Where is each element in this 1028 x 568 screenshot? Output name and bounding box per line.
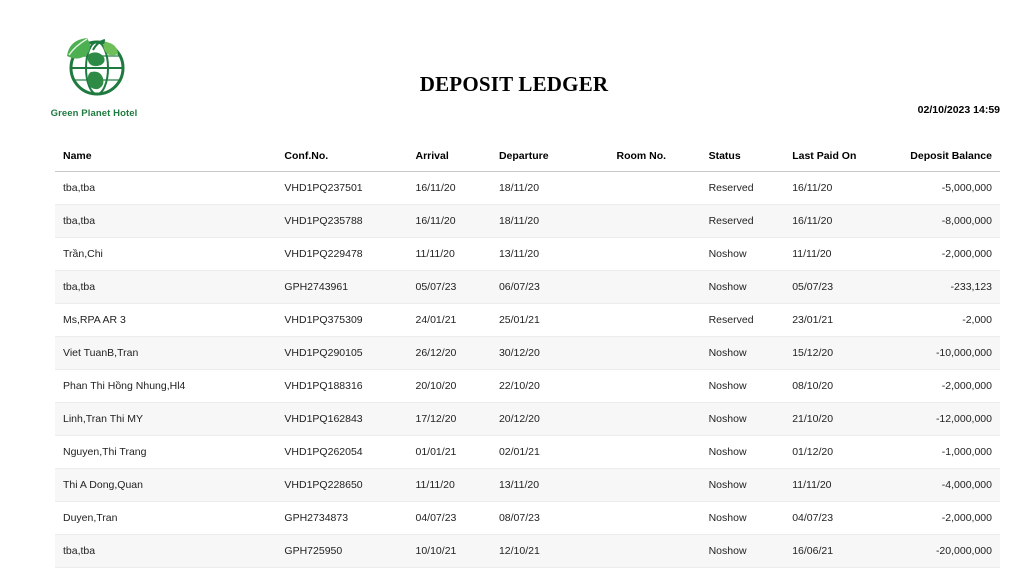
- cell-last-paid-on: 15/12/20: [792, 337, 910, 370]
- cell-deposit-balance: -2,000: [910, 304, 1000, 337]
- table-row[interactable]: [55, 535, 1000, 568]
- cell-name: Trần,Chi: [55, 238, 284, 271]
- cell-departure: 22/10/20: [499, 370, 617, 403]
- cell-departure: 08/07/23: [499, 502, 617, 535]
- column-header-room-no: Room No.: [616, 150, 708, 172]
- cell-last-paid-on: 16/11/20: [792, 205, 910, 238]
- cell-arrival: 05/07/23: [416, 271, 499, 304]
- cell-last-paid-on: 16/11/20: [792, 172, 910, 205]
- cell-departure: 13/11/20: [499, 238, 617, 271]
- cell-arrival: 04/07/23: [416, 502, 499, 535]
- cell-room-no: [616, 271, 708, 304]
- column-header-status: Status: [709, 150, 793, 172]
- cell-last-paid-on: 11/11/20: [792, 469, 910, 502]
- cell-conf-no: VHD1PQ235788: [284, 205, 415, 238]
- cell-status: Noshow: [709, 469, 793, 502]
- table-row[interactable]: [55, 304, 1000, 337]
- cell-arrival: 16/11/20: [416, 172, 499, 205]
- cell-conf-no: VHD1PQ375309: [284, 304, 415, 337]
- cell-name: Nguyen,Thi Trang: [55, 436, 284, 469]
- cell-deposit-balance: -20,000,000: [910, 535, 1000, 568]
- cell-deposit-balance: -4,000,000: [910, 469, 1000, 502]
- cell-departure: 20/12/20: [499, 403, 617, 436]
- cell-room-no: [616, 469, 708, 502]
- cell-arrival: 16/11/20: [416, 205, 499, 238]
- table-row[interactable]: [55, 502, 1000, 535]
- cell-conf-no: GPH2734873: [284, 502, 415, 535]
- cell-status: Noshow: [709, 535, 793, 568]
- table-row[interactable]: [55, 370, 1000, 403]
- cell-name: tba,tba: [55, 271, 284, 304]
- cell-name: tba,tba: [55, 535, 284, 568]
- cell-deposit-balance: -1,000,000: [910, 436, 1000, 469]
- deposit-ledger-table: [55, 150, 1000, 568]
- cell-conf-no: VHD1PQ228650: [284, 469, 415, 502]
- cell-status: Reserved: [709, 172, 793, 205]
- cell-departure: 12/10/21: [499, 535, 617, 568]
- cell-conf-no: VHD1PQ290105: [284, 337, 415, 370]
- cell-status: Noshow: [709, 403, 793, 436]
- cell-last-paid-on: 04/07/23: [792, 502, 910, 535]
- cell-conf-no: VHD1PQ229478: [284, 238, 415, 271]
- table-row[interactable]: [55, 271, 1000, 304]
- brand-name: Green Planet Hotel: [50, 108, 138, 119]
- table-header: [55, 150, 1000, 172]
- cell-name: tba,tba: [55, 172, 284, 205]
- table-body: [55, 172, 1000, 568]
- cell-last-paid-on: 16/06/21: [792, 535, 910, 568]
- cell-deposit-balance: -12,000,000: [910, 403, 1000, 436]
- cell-status: Noshow: [709, 271, 793, 304]
- column-header-conf-no: Conf.No.: [284, 150, 415, 172]
- cell-name: Viet TuanB,Tran: [55, 337, 284, 370]
- cell-status: Noshow: [709, 436, 793, 469]
- column-header-arrival: Arrival: [416, 150, 499, 172]
- cell-departure: 25/01/21: [499, 304, 617, 337]
- cell-name: Thi A Dong,Quan: [55, 469, 284, 502]
- cell-last-paid-on: 21/10/20: [792, 403, 910, 436]
- cell-arrival: 01/01/21: [416, 436, 499, 469]
- cell-room-no: [616, 535, 708, 568]
- cell-deposit-balance: -2,000,000: [910, 370, 1000, 403]
- cell-arrival: 24/01/21: [416, 304, 499, 337]
- cell-status: Noshow: [709, 337, 793, 370]
- column-header-name: Name: [55, 150, 284, 172]
- cell-name: Ms,RPA AR 3: [55, 304, 284, 337]
- column-header-last-paid-on: Last Paid On: [792, 150, 910, 172]
- cell-status: Noshow: [709, 370, 793, 403]
- cell-departure: 30/12/20: [499, 337, 617, 370]
- table-row[interactable]: [55, 172, 1000, 205]
- cell-name: Linh,Tran Thi MY: [55, 403, 284, 436]
- cell-departure: 18/11/20: [499, 205, 617, 238]
- table-row[interactable]: [55, 436, 1000, 469]
- column-header-departure: Departure: [499, 150, 617, 172]
- cell-status: Noshow: [709, 238, 793, 271]
- document-header: [0, 0, 1028, 140]
- cell-deposit-balance: -233,123: [910, 271, 1000, 304]
- cell-departure: 13/11/20: [499, 469, 617, 502]
- cell-last-paid-on: 11/11/20: [792, 238, 910, 271]
- cell-arrival: 11/11/20: [416, 238, 499, 271]
- cell-arrival: 20/10/20: [416, 370, 499, 403]
- cell-conf-no: GPH2743961: [284, 271, 415, 304]
- cell-conf-no: VHD1PQ237501: [284, 172, 415, 205]
- cell-departure: 18/11/20: [499, 172, 617, 205]
- cell-deposit-balance: -10,000,000: [910, 337, 1000, 370]
- cell-name: Duyen,Tran: [55, 502, 284, 535]
- cell-status: Reserved: [709, 205, 793, 238]
- cell-room-no: [616, 436, 708, 469]
- cell-room-no: [616, 172, 708, 205]
- cell-arrival: 11/11/20: [416, 469, 499, 502]
- cell-room-no: [616, 403, 708, 436]
- cell-departure: 02/01/21: [499, 436, 617, 469]
- cell-status: Reserved: [709, 304, 793, 337]
- cell-arrival: 26/12/20: [416, 337, 499, 370]
- cell-room-no: [616, 502, 708, 535]
- cell-deposit-balance: -5,000,000: [910, 172, 1000, 205]
- ledger-table-wrap: [55, 150, 1000, 568]
- cell-deposit-balance: -2,000,000: [910, 502, 1000, 535]
- report-timestamp: 02/10/2023 14:59: [917, 104, 1000, 116]
- table-row[interactable]: [55, 403, 1000, 436]
- table-row[interactable]: [55, 337, 1000, 370]
- cell-status: Noshow: [709, 502, 793, 535]
- cell-room-no: [616, 337, 708, 370]
- cell-name: tba,tba: [55, 205, 284, 238]
- table-row[interactable]: [55, 205, 1000, 238]
- cell-last-paid-on: 01/12/20: [792, 436, 910, 469]
- table-row[interactable]: [55, 238, 1000, 271]
- cell-name: Phan Thi Hồng Nhung,Hl4: [55, 370, 284, 403]
- cell-deposit-balance: -2,000,000: [910, 238, 1000, 271]
- cell-conf-no: VHD1PQ188316: [284, 370, 415, 403]
- cell-last-paid-on: 23/01/21: [792, 304, 910, 337]
- cell-room-no: [616, 238, 708, 271]
- table-header-row: [55, 150, 1000, 172]
- cell-deposit-balance: -8,000,000: [910, 205, 1000, 238]
- cell-room-no: [616, 304, 708, 337]
- cell-arrival: 17/12/20: [416, 403, 499, 436]
- cell-conf-no: VHD1PQ162843: [284, 403, 415, 436]
- column-header-deposit-balance: Deposit Balance: [910, 150, 1000, 172]
- cell-conf-no: GPH725950: [284, 535, 415, 568]
- cell-room-no: [616, 370, 708, 403]
- cell-last-paid-on: 08/10/20: [792, 370, 910, 403]
- cell-departure: 06/07/23: [499, 271, 617, 304]
- cell-room-no: [616, 205, 708, 238]
- table-row[interactable]: [55, 469, 1000, 502]
- cell-arrival: 10/10/21: [416, 535, 499, 568]
- cell-last-paid-on: 05/07/23: [792, 271, 910, 304]
- cell-conf-no: VHD1PQ262054: [284, 436, 415, 469]
- page-title: DEPOSIT LEDGER: [419, 72, 609, 96]
